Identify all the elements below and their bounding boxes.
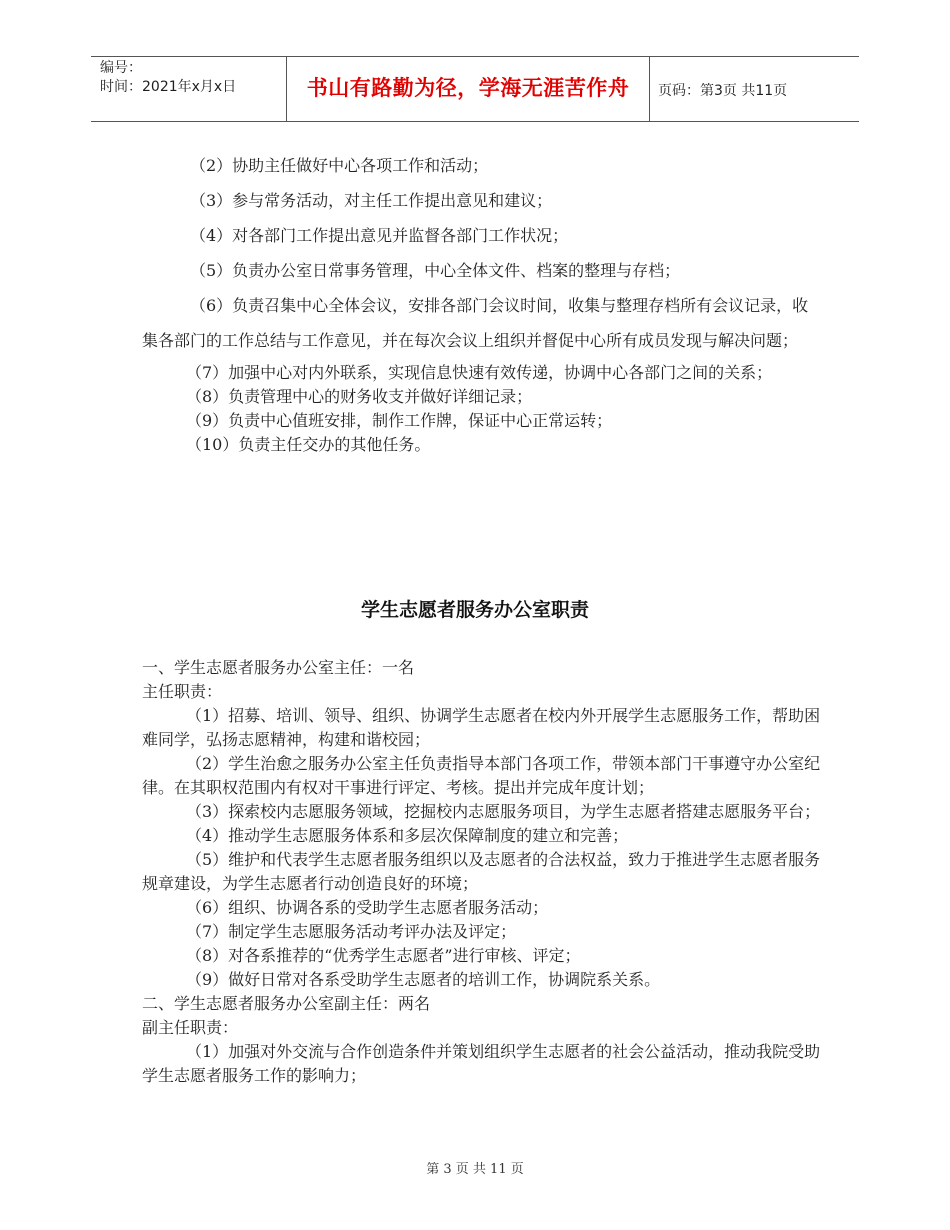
section1-body: [142, 148, 822, 457]
director-duty-item: （3）探索校内志愿服务领域，挖掘校内志愿服务项目，为学生志愿者搭建志愿服务平台；: [186, 802, 821, 821]
header-number-label: 编号：: [100, 60, 142, 76]
header-motto: 书山有路勤为径，学海无涯苦作舟: [306, 76, 630, 100]
section1-paragraph: （6）负责召集中心全体会议，安排各部门会议时间，收集与整理存档所有会议记录，收集各部门的工作总结与工作意见，并在每次会议上组织并督促中心所有成员发现与解决问题；: [142, 296, 809, 350]
header-divider-left: [286, 56, 287, 122]
header-top-border: [91, 56, 859, 57]
deputy-duty-label: 副主任职责：: [142, 1018, 239, 1037]
section1-item: （10）负责主任交办的其他任务。: [186, 435, 431, 454]
director-duty-item: （2）学生治愈之服务办公室主任负责指导本部门各项工作，带领本部门干事遵守办公室纪律。在其职权范围内有权对干事进行评定、考核。提出并完成年度计划；: [142, 754, 821, 797]
section1-paragraph: （4）对各部门工作提出意见并监督各部门工作状况；: [190, 226, 569, 245]
deputy-heading: 二、学生志愿者服务办公室副主任：两名: [142, 994, 431, 1013]
director-duty-item: （1）招募、培训、领导、组织、协调学生志愿者在校内外开展学生志愿服务工作，帮助困难同学，弘扬志愿精神，构建和谐校园；: [142, 706, 821, 749]
header-meta: [100, 59, 236, 97]
header-bottom-border: [91, 121, 859, 122]
header-time-label: 时间：2021年x月x日: [100, 79, 237, 95]
deputy-duty-item: （1）加强对外交流与合作创造条件并策划组织学生志愿者的社会公益活动，推动我院受助学生志愿者服务工作的影响力；: [142, 1042, 821, 1085]
section1-paragraph: （3）参与常务活动，对主任工作提出意见和建议；: [190, 191, 553, 210]
section1-paragraph: （2）协助主任做好中心各项工作和活动；: [190, 156, 489, 175]
section1-paragraph: （5）负责办公室日常事务管理，中心全体文件、档案的整理与存档；: [190, 261, 681, 280]
section1-item: （9）负责中心值班安排，制作工作牌，保证中心正常运转；: [186, 411, 613, 430]
director-duty-item: （5）维护和代表学生志愿者服务组织以及志愿者的合法权益，致力于推进学生志愿者服务规章建设，为学生志愿者行动创造良好的环境；: [142, 850, 821, 893]
director-duty-item: （8）对各系推荐的“优秀学生志愿者”进行审核、评定；: [186, 946, 581, 965]
director-duty-item: （9）做好日常对各系受助学生志愿者的培训工作，协调院系关系。: [186, 970, 661, 989]
header-divider-right: [649, 56, 650, 122]
director-duty-label: 主任职责：: [142, 682, 223, 701]
director-duty-item: （4）推动学生志愿服务体系和多层次保障制度的建立和完善；: [186, 826, 629, 845]
section1-item: （7）加强中心对内外联系，实现信息快速有效传递，协调中心各部门之间的关系；: [186, 363, 773, 382]
page-footer: 第 3 页 共 11 页: [426, 1162, 524, 1177]
section2-body: [142, 656, 822, 1088]
header-page-info: 页码：第3页 共11页: [658, 83, 788, 99]
director-heading: 一、学生志愿者服务办公室主任：一名: [142, 658, 415, 677]
section2-title: 学生志愿者服务办公室职责: [360, 599, 589, 621]
section1-item: （8）负责管理中心的财务收支并做好详细记录；: [186, 387, 533, 406]
director-duty-item: （7）制定学生志愿服务活动考评办法及评定；: [186, 922, 517, 941]
director-duty-item: （6）组织、协调各系的受助学生志愿者服务活动；: [186, 898, 549, 917]
